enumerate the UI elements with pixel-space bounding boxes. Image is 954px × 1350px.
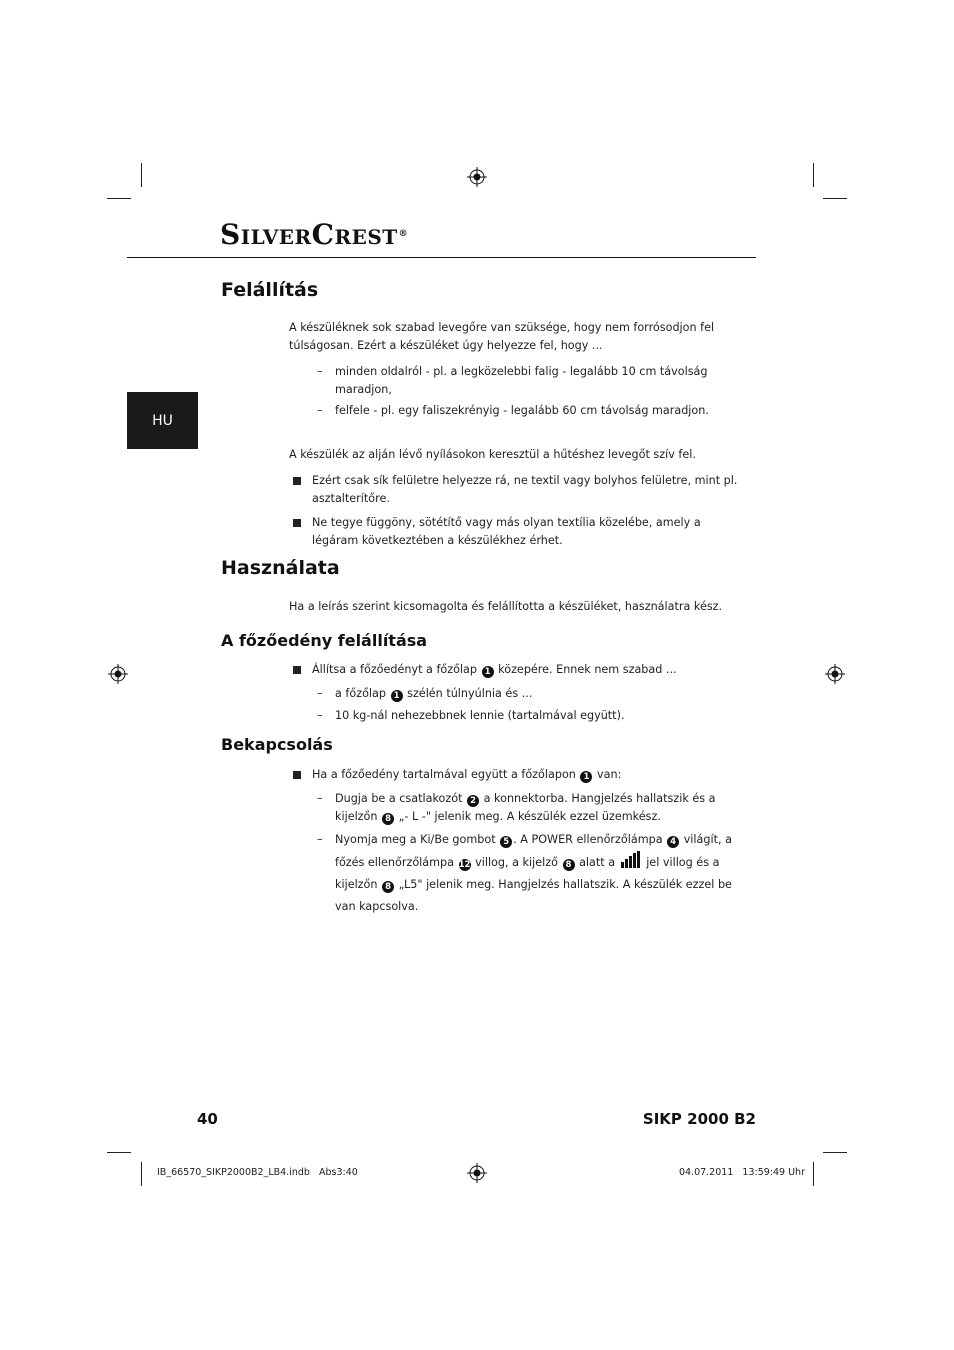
- registration-mark-icon: [467, 1163, 487, 1183]
- crop-mark: [813, 1162, 814, 1186]
- crop-mark: [823, 1152, 847, 1153]
- crop-mark: [141, 1162, 142, 1186]
- ref-number-icon: 8: [382, 813, 394, 825]
- bullet-square-icon: [293, 666, 301, 674]
- section-title-usage: Használata: [221, 557, 340, 579]
- section-title-setup: Felállítás: [221, 279, 319, 301]
- ref-number-icon: 12: [458, 860, 471, 870]
- list-item: Ezért csak sík felületre helyezze rá, ne textil vagy bolyhos felületre, mint pl. asztalterítőre.: [293, 472, 739, 507]
- registration-mark-icon: [825, 664, 845, 684]
- list-item: – felfele - pl. egy faliszekrényig - legalább 60 cm távolság maradjon.: [317, 404, 709, 417]
- subsection-title-power-on: Bekapcsolás: [221, 735, 333, 754]
- brand-logo: SILVERCREST®: [220, 218, 409, 251]
- list-item: Ne tegye függöny, sötétítő vagy más olyan textília közelébe, amely a légáram következtében a készülékhez érhet.: [293, 514, 739, 549]
- crop-mark: [107, 198, 131, 199]
- list-item: Ha a főzőedény tartalmával együtt a főzőlapon 1 van:: [293, 766, 739, 784]
- subsection-title-pot: A főzőedény felállítása: [221, 631, 428, 650]
- usage-intro: Ha a leírás szerint kicsomagolta és felállította a készüléket, használatra kész.: [289, 600, 723, 613]
- crop-mark: [813, 163, 814, 187]
- print-slug-right: 04.07.2011 13:59:49 Uhr: [678, 1167, 805, 1178]
- language-tab: HU: [127, 392, 198, 449]
- ref-number-icon: 1: [482, 666, 494, 678]
- bullet-square-icon: [293, 519, 301, 527]
- registration-mark-icon: [108, 664, 128, 684]
- ref-number-icon: 4: [667, 836, 679, 848]
- header-rule: [127, 257, 756, 258]
- crop-mark: [107, 1152, 131, 1153]
- ref-number-icon: 5: [500, 836, 512, 848]
- print-slug-left: IB_66570_SIKP2000B2_LB4.indb Abs3:40: [157, 1167, 358, 1178]
- list-item: – minden oldalról - pl. a legközelebbi falig - legalább 10 cm távolság maradjon,: [317, 365, 708, 396]
- ref-number-icon: 1: [391, 690, 403, 702]
- crop-mark: [823, 198, 847, 199]
- bullet-square-icon: [293, 771, 301, 779]
- ref-number-icon: 8: [382, 881, 394, 893]
- setup-intro: A készüléknek sok szabad levegőre van szüksége, hogy nem forrósodjon fel túlságosan. Ezért a készüléket úgy helyezze fel, hogy ...: [289, 321, 715, 352]
- list-item: – Dugja be a csatlakozót 2 a konnektorba. Hangjelzés hallatszik és a kijelzőn 8 „- L -" jelenik meg. A készülék ezzel üzemkész.: [317, 792, 716, 824]
- bullet-square-icon: [293, 477, 301, 485]
- crop-mark: [141, 163, 142, 187]
- ref-number-icon: 2: [467, 795, 479, 807]
- list-item: – Nyomja meg a Ki/Be gombot 5 . A POWER ellenőrzőlámpa 4 világít, a főzés ellenőrzőlámpa 12 villog, a kijelző 8 alatt a jel villog és a kijelzőn 8 „L5" jelenik meg. Hangjelzés hallatszik. A készülék ezzel be van kapcsolva.: [317, 833, 732, 913]
- list-item: – 10 kg-nál nehezebbnek lennie (tartalmával együtt).: [317, 709, 625, 722]
- list-item: – a főzőlap 1 szélén túlnyúlnia és ...: [317, 687, 533, 701]
- ref-number-icon: 8: [563, 859, 575, 871]
- ref-number-icon: 1: [580, 771, 592, 783]
- list-item: Állítsa a főzőedényt a főzőlap 1 közepére. Ennek nem szabad ...: [293, 661, 739, 679]
- setup-air-text: A készülék az alján lévő nyílásokon keresztül a hűtéshez levegőt szív fel.: [289, 448, 696, 461]
- registration-mark-icon: [467, 167, 487, 187]
- page-number: 40: [197, 1110, 218, 1128]
- model-label: SIKP 2000 B2: [642, 1110, 756, 1128]
- signal-bars-icon: [621, 851, 641, 868]
